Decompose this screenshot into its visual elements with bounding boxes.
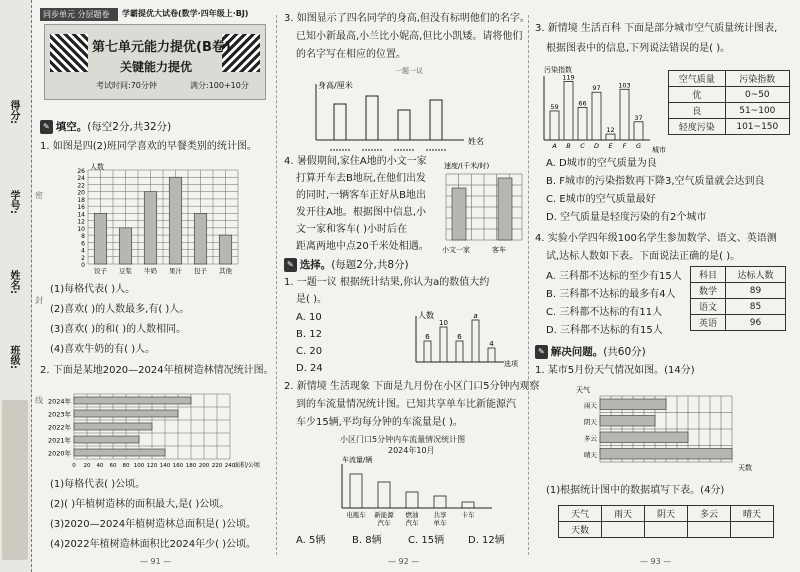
y-tick-label: 26 (77, 168, 85, 175)
traffic-category: 汽车 (377, 519, 391, 527)
weather-chart-xlabel: 天数 (738, 464, 752, 472)
weather-table-header: 雨天 (602, 506, 645, 522)
q1-part-a: (1)每格代表( )人。 (50, 284, 136, 295)
choice4-line-1: 4. 实验小学四年级100名学生参加数学、语文、英语测 (535, 233, 777, 244)
option-bar (440, 327, 447, 362)
score-label: 得分: (8, 100, 19, 124)
height-bar-4 (430, 100, 442, 140)
options-chart (406, 306, 526, 378)
breakfast-category: 其他 (219, 267, 232, 275)
pollution-chart-xlabel: 城市 (652, 146, 666, 154)
y-tick-label: 12 (77, 218, 85, 226)
weather-bar (600, 416, 655, 427)
y-tick-label: 10 (77, 225, 85, 233)
pass-cell: 语文 (691, 299, 726, 315)
page-number-3: — 93 — (640, 557, 672, 566)
fold-mark-3: 线 (35, 396, 43, 405)
q3-tag: 一题一议 (395, 67, 423, 75)
weather-chart (560, 382, 770, 474)
traffic-category: 汽车 (405, 519, 419, 527)
choice4-option-d[interactable]: D. 三科都不达标的有15人 (546, 325, 663, 336)
pass-cell: 96 (725, 315, 785, 331)
problem1-sub-1: (1)根据统计图中的数据填写下表。(4分) (546, 485, 725, 496)
choice3-option-d[interactable]: D. 空气质量是轻度污染的有2个城市 (546, 212, 707, 223)
weather-label: 阴天 (584, 417, 597, 426)
traffic-bar (378, 482, 390, 508)
pollution-bar (592, 92, 601, 140)
height-chart (296, 76, 516, 154)
breakfast-category: 豆浆 (119, 267, 132, 275)
name-label: 姓名: (8, 270, 19, 294)
pencil-icon-2: ✎ (284, 258, 297, 272)
planting-bar (74, 410, 178, 417)
x-tick-label: 80 (122, 463, 130, 469)
traffic-bar (350, 474, 362, 508)
breakfast-chart (70, 160, 260, 276)
city-label: E (608, 142, 613, 150)
city-label: D (593, 142, 600, 150)
choice1-option-a[interactable]: A. 10 (296, 312, 322, 323)
page-number-1: — 91 — (140, 557, 172, 566)
aq-header-2: 污染指数 (725, 71, 789, 87)
choice1-stem-2: 是( )。 (296, 294, 327, 305)
choice4-option-a[interactable]: A. 三科都不达标的至少有15人 (546, 271, 682, 282)
planting-bar (74, 436, 139, 443)
choice4-option-c[interactable]: C. 三科都不达标的有11人 (546, 307, 663, 318)
breakfast-bar (219, 235, 232, 264)
speed-chart-ylabel: 速度/(千米/时) (444, 162, 490, 170)
traffic-chart-ylabel: 车流量/辆 (342, 456, 373, 464)
pollution-value: 119 (562, 73, 575, 82)
planting-bar (74, 423, 152, 430)
x-tick-label: 160 (172, 463, 184, 469)
choice1-stem: 1. 一题一议 根据统计结果,你认为a的数值大约 (284, 277, 490, 288)
x-tick-label: 100 (133, 463, 145, 469)
student-id-label: 学号: (8, 190, 19, 214)
q1-part-b: (2)喜欢( )的人数最多,有( )人。 (50, 304, 190, 315)
choice3-option-a[interactable]: A. D城市的空气质量为良 (546, 158, 657, 169)
breakfast-bar (119, 228, 132, 264)
choice3-option-c[interactable]: C. E城市的空气质量最好 (546, 194, 656, 205)
x-tick-label: 220 (211, 463, 223, 469)
choice1-option-c[interactable]: C. 20 (296, 346, 323, 357)
banner: 同步单元 分层题卷 (40, 8, 118, 21)
y-tick-label: 2 (81, 254, 85, 262)
class-label: 班级: (8, 345, 19, 369)
option-bar-label: a (473, 312, 478, 320)
q2-part-d: (4)2022年植树造林面积比2024年少( )公顷。 (50, 539, 257, 550)
weather-table-header: 天气 (559, 506, 602, 522)
weather-label: 晴天 (584, 450, 597, 459)
x-tick-label: 0 (72, 463, 76, 469)
height-chart-xlabel: 姓名 (468, 137, 484, 146)
weather-bar (600, 399, 666, 410)
column-divider-1 (276, 15, 277, 555)
blank-cell[interactable] (731, 522, 774, 538)
blank-cell[interactable] (688, 522, 731, 538)
choice1-option-d[interactable]: D. 24 (296, 363, 323, 374)
options-chart-ylabel: 人数 (418, 311, 434, 320)
pollution-bar (564, 81, 573, 140)
pollution-bar (634, 122, 643, 140)
option-bar (472, 320, 479, 362)
planting-bar (74, 449, 165, 456)
aq-cell: 优 (669, 87, 726, 103)
speed-bar-family (452, 188, 466, 240)
pass-header-2: 达标人数 (725, 267, 785, 283)
traffic-chart (300, 450, 520, 530)
problem1-stem: 1. 某市5月份天气情况如图。(14分) (535, 365, 695, 376)
traffic-category: 共享 (433, 511, 447, 519)
choice2-option-a[interactable]: A. 5辆 (296, 535, 326, 546)
q2-part-a: (1)每格代表( )公顷。 (50, 479, 146, 490)
pollution-bar (620, 89, 629, 140)
q3-line-1: 3. 如图显示了四名同学的身高,但没有标明他们的名字。 (284, 13, 530, 24)
pollution-chart-ylabel: 污染指数 (544, 66, 572, 74)
pass-count-table (690, 266, 786, 331)
weather-table-header: 晴天 (731, 506, 774, 522)
chart1-ylabel: 人数 (90, 163, 104, 171)
option-bar-label: 10 (439, 319, 448, 327)
section-2-heading: ✎ 选择。(每题2分,共8分) (284, 258, 409, 272)
option-bar-label: 4 (489, 340, 494, 348)
pollution-value: 97 (592, 84, 601, 93)
pass-cell: 英语 (691, 315, 726, 331)
pass-cell: 85 (725, 299, 785, 315)
year-label: 2021年 (47, 436, 71, 445)
breakfast-category: 包子 (194, 267, 207, 275)
speed-chart (436, 160, 528, 256)
weather-bar (600, 449, 732, 460)
y-tick-label: 18 (77, 196, 85, 204)
aq-cell: 101~150 (725, 119, 789, 135)
traffic-chart-title: 小区门口5分钟内车流量情况统计图 (340, 435, 466, 444)
y-tick-label: 24 (77, 175, 85, 183)
pollution-bar (550, 111, 559, 140)
y-tick-label: 8 (81, 233, 85, 241)
q1-stem: 1. 如图是四(2)班同学喜欢的早餐类别的统计图。 (40, 141, 257, 152)
fold-mark-2: 封 (35, 296, 43, 305)
city-label: G (635, 142, 642, 150)
qr-code-left (50, 34, 88, 72)
q1-part-d: (4)喜欢牛奶的有( )人。 (50, 344, 156, 355)
x-tick-label: 180 (185, 463, 197, 469)
aq-cell: 51~100 (725, 103, 789, 119)
speed-cat-1: 小文一家 (442, 246, 470, 254)
traffic-chart-subtitle: 2024年10月 (388, 446, 435, 455)
aq-cell: 轻度污染 (669, 119, 726, 135)
choice3-line-1: 3. 新情境 生活百科 下面是部分城市空气质量统计图表, (535, 23, 778, 34)
q4-line-6: 距离两地中点20千米处相遇。 (296, 241, 429, 252)
aq-cell: 0~50 (725, 87, 789, 103)
breakfast-category: 饺子 (94, 267, 107, 275)
height-bar-3 (398, 110, 410, 140)
blank-cell[interactable] (645, 522, 688, 538)
pollution-value: 103 (618, 81, 631, 90)
pollution-value: 12 (606, 126, 615, 135)
weather-fill-table (558, 505, 774, 538)
weather-row-label: 天数 (559, 522, 602, 538)
x-tick-label: 240 (224, 463, 236, 469)
section-3-heading: ✎ 解决问题。(共60分) (535, 345, 646, 359)
aq-header-1: 空气质量 (669, 71, 726, 87)
series-title: 学霸提优大试卷(数学·四年级上·BJ) (122, 9, 249, 18)
year-label: 2020年 (47, 449, 71, 458)
breakfast-bar (144, 192, 157, 264)
q1-part-c: (3)喜欢( )的和( )的人数相同。 (50, 324, 187, 335)
exam-time: 考试时间:70分钟 (96, 81, 157, 90)
choice4-option-b[interactable]: B. 三科都不达标的最多有4人 (546, 289, 676, 300)
q2-stem: 2. 下面是某地2020—2024年植树造林情况统计图。 (40, 365, 274, 376)
choice2-option-d[interactable]: D. 12辆 (468, 535, 505, 546)
q3-line-2: 已知小新最高,小兰比小妮高,但比小凯矮。请将他们 (296, 31, 523, 42)
speed-bar-bus (498, 178, 512, 240)
y-tick-label: 16 (77, 204, 85, 212)
choice2-option-b[interactable]: B. 8辆 (352, 535, 382, 546)
option-bar (424, 341, 431, 362)
aq-cell: 良 (669, 103, 726, 119)
pencil-icon-3: ✎ (535, 345, 548, 359)
fold-mark-1: 密 (35, 191, 43, 200)
year-label: 2024年 (47, 397, 71, 406)
choice2-line-3: 车少15辆,平均每分钟的车流量是( )。 (296, 417, 463, 428)
x-tick-label: 140 (159, 463, 171, 469)
q2-part-b: (2)( )年植树造林的面积最大,是( )公顷。 (50, 499, 230, 510)
pass-header-1: 科目 (691, 267, 726, 283)
weather-table-header: 阴天 (645, 506, 688, 522)
q4-line-3: 的同时,一辆客车正好从B地出 (296, 190, 427, 201)
weather-label: 多云 (584, 434, 597, 443)
pencil-icon: ✎ (40, 120, 53, 134)
pass-cell: 89 (725, 283, 785, 299)
breakfast-bar (169, 177, 182, 264)
option-bar-label: 6 (425, 333, 430, 341)
y-tick-label: 22 (77, 182, 85, 190)
chart2-xunit: 面积/公顷 (234, 462, 261, 469)
y-tick-label: 6 (81, 240, 85, 248)
pollution-chart (536, 62, 666, 154)
x-tick-label: 20 (83, 463, 91, 469)
year-label: 2022年 (47, 423, 71, 432)
q3-line-3: 的名字写在相应的位置。 (296, 49, 406, 60)
choice2-option-c[interactable]: C. 15辆 (408, 535, 445, 546)
blank-cell[interactable] (602, 522, 645, 538)
traffic-category: 燃油 (405, 511, 419, 519)
choice1-option-b[interactable]: B. 12 (296, 329, 322, 340)
choice2-line-2: 到的车流量情况统计图。已知共享单车比新能源汽 (296, 399, 516, 410)
pollution-bar (606, 134, 615, 140)
section-1-heading: ✎ 填空。(每空2分,共32分) (40, 120, 171, 134)
weather-chart-ylabel: 天气 (576, 386, 590, 394)
full-score: 满分:100+10分 (190, 81, 249, 90)
choice2-line-1: 2. 新情境 生活现象 下面是九月份在小区门口5分钟内观察 (284, 381, 540, 392)
height-bar-2 (366, 96, 378, 140)
city-label: B (566, 142, 571, 150)
city-label: A (552, 142, 557, 150)
year-label: 2023年 (47, 410, 71, 419)
option-bar (456, 341, 463, 362)
x-tick-label: 120 (146, 463, 158, 469)
pollution-value: 66 (578, 99, 587, 108)
traffic-category: 卡车 (461, 511, 475, 519)
weather-table-header: 多云 (688, 506, 731, 522)
pollution-value: 59 (550, 102, 559, 111)
unit-subtitle: 关键能力提优 (120, 60, 193, 74)
breakfast-bar (194, 213, 207, 264)
tree-planting-chart (40, 381, 270, 473)
choice4-line-2: 试,达标人数如下表。下面说法正确的是( )。 (546, 251, 741, 262)
y-tick-label: 20 (77, 189, 85, 197)
unit-title: 第七单元能力提优(B卷) (92, 40, 231, 55)
x-tick-label: 40 (96, 463, 104, 469)
q4-line-1: 4. 暑假期间,家住A地的小文一家 (284, 156, 427, 167)
breakfast-category: 牛奶 (144, 267, 157, 275)
page-number-2: — 92 — (388, 557, 420, 566)
traffic-bar (434, 496, 446, 508)
traffic-category: 单车 (433, 519, 447, 527)
q2-part-c: (3)2020—2024年植树造林总面积是( )公顷。 (50, 519, 257, 530)
traffic-category: 电瓶车 (346, 511, 366, 519)
y-tick-label: 4 (81, 247, 85, 255)
breakfast-bar (94, 213, 107, 264)
option-bar (488, 348, 495, 362)
options-chart-xlabel: 选项 (504, 360, 518, 368)
q4-line-2: 打算开车去B地玩,在他们出发 (296, 173, 427, 184)
air-quality-table (668, 70, 790, 135)
city-label: F (622, 142, 627, 150)
q4-line-5: 文一家和客车( )小时后在 (296, 224, 407, 235)
x-tick-label: 200 (198, 463, 210, 469)
stamp-graphic (2, 400, 28, 560)
city-label: C (580, 142, 585, 150)
choice3-option-b[interactable]: B. F城市的污染指数再下降3,空气质量就会达到良 (546, 176, 765, 187)
speed-cat-2: 客车 (492, 246, 506, 254)
option-bar-label: 6 (457, 333, 462, 341)
planting-bar (74, 397, 191, 404)
header-block (40, 8, 270, 120)
traffic-category: 新能源 (374, 511, 394, 519)
height-chart-ylabel: 身高/厘米 (318, 81, 353, 90)
height-bar-1 (334, 104, 346, 140)
traffic-bar (462, 502, 474, 508)
pollution-bar (578, 108, 587, 140)
y-tick-label: 14 (77, 211, 85, 219)
weather-label: 雨天 (584, 401, 597, 410)
pollution-value: 37 (634, 113, 643, 122)
q4-line-4: 发开往A地。根据图中信息,小 (296, 207, 427, 218)
column-divider-2 (528, 15, 529, 555)
traffic-bar (406, 492, 418, 508)
y-tick-label: 0 (81, 262, 85, 269)
weather-bar (600, 432, 688, 443)
breakfast-category: 果汁 (169, 267, 182, 275)
pass-cell: 数学 (691, 283, 726, 299)
x-tick-label: 60 (109, 463, 117, 469)
choice3-line-2: 根据图表中的信息,下列说法错误的是( )。 (546, 43, 731, 54)
